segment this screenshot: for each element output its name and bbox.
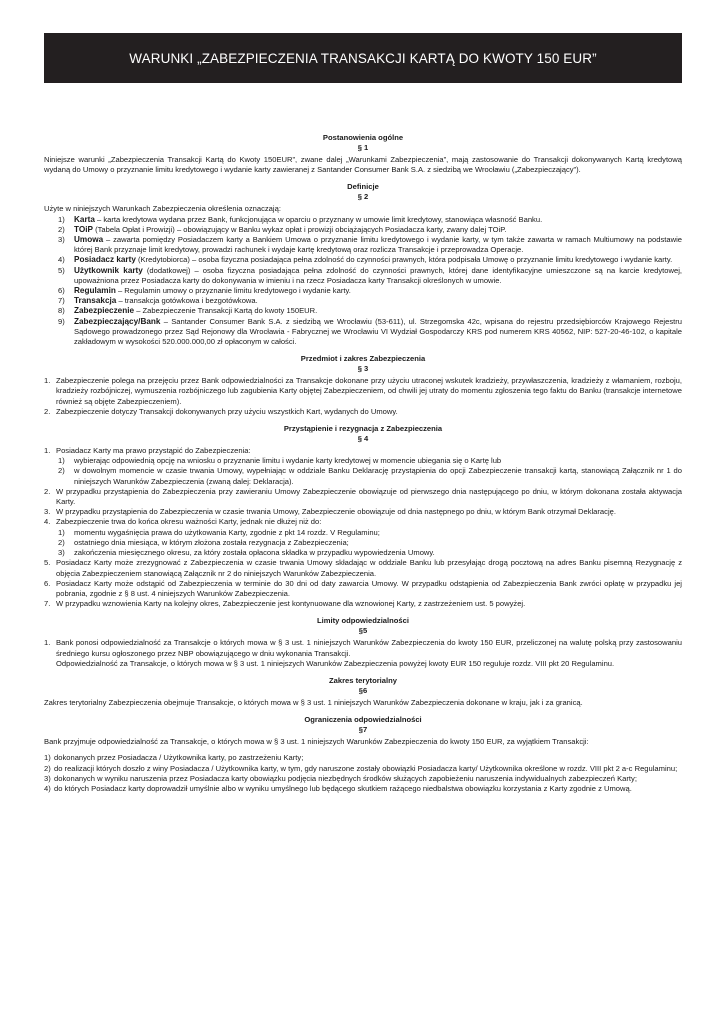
sub-list-item <box>44 456 682 466</box>
definition-text: (Tabela Opłat i Prowizji) – obowiązujący w Banku wykaz opłat i prowizji obciążających Posiadacza karty, zwany dalej TOiP. <box>92 224 507 234</box>
item-number: 6) <box>58 286 65 296</box>
definition-item <box>44 286 682 296</box>
list-item <box>44 407 682 417</box>
list-item <box>44 507 682 517</box>
section-heading: Zakres terytorialny <box>329 675 397 685</box>
definition-item <box>44 306 682 316</box>
item-text: Zabezpieczenie polega na przejęciu przez Bank odpowiedzialności za Transakcje dokonane przy użyciu utraconej wskutek kradzieży, przywłaszczenia, kradzieży z włamaniem, rozboju, kradzieży rozbójniczej, wymuszenia rozbójniczego lub zagubienia Karty objętej Zabezpieczeniem, od chwili jej utraty do momentu zgłoszenia tego faktu do Banku (transakcje internetowe również są objęte Zabezpieczeniem). <box>56 376 682 406</box>
item-number: 1) <box>58 527 65 537</box>
definition-item <box>44 235 682 255</box>
definition-term: Karta <box>74 214 95 224</box>
section-liability-restrictions <box>44 715 682 794</box>
item-text: ostatniego dnia miesiąca, w którym złożona została rezygnacja z Zabezpieczenia; <box>74 537 349 547</box>
item-text: dokonanych przez Posiadacza / Użytkownika karty, po zastrzeżeniu Karty; <box>54 753 304 763</box>
list-item <box>44 517 682 558</box>
item-number: 2. <box>44 486 51 496</box>
item-number: 2) <box>58 224 65 234</box>
item-number: 4) <box>44 783 51 793</box>
list-item <box>44 558 682 578</box>
section-intro: Bank przyjmuje odpowiedzialność za Transakcje, o których mowa w § 3 ust. 1 niniejszych Warunków Zabezpieczenia do kwoty 150 EUR, za wyjątkiem Transakcji: <box>44 737 589 747</box>
item-number: 7. <box>44 599 51 609</box>
definition-item <box>44 215 682 225</box>
section-heading: Przystąpienie i rezygnacja z Zabezpieczenia <box>283 424 443 434</box>
sub-list-item <box>44 528 682 538</box>
definition-text: – karta kredytowa wydana przez Bank, funkcjonująca w oparciu o przyznany w umowie limit kredytowy, stanowiąca własność Banku. <box>94 214 543 224</box>
section-definitions <box>44 182 682 347</box>
definition-text: – zawarta pomiędzy Posiadaczem karty a Bankiem Umowa o przyznanie limitu kredytowego i wydanie karty, w tym także zawarta w ramach Multiumowy na podstawie której Bank przyznaje limit kredytowy, prowadzi rachunek i wydaje kartę kredytową oraz rozlicza Transakcje i przeprowadza Operacje. <box>74 235 682 255</box>
definition-text: – Santander Consumer Bank S.A. z siedzibą we Wrocławiu (53-611), ul. Strzegomska 42c, wpisana do rejestru przedsiębiorców Krajowego Rejestru Sądowego prowadzonego przez Sąd Rejonowy dla Wrocławia - Fabrycznej we Wrocławiu VI Wydział Gospodarczy KRS pod numerem KRS 40562, NIP: 527-20-46-102, o kapitale zakładowym w wysokości 520.000.000,00 zł opłaconym w całości. <box>74 316 682 347</box>
item-text: do których Posiadacz karty doprowadził umyślnie albo w wyniku umyślnego lub będącego skutkiem rażącego niedbalstwa obowiązku korzystania z Karty zgodnie z Umową. <box>54 783 632 793</box>
limits-list <box>44 638 682 669</box>
item-text: dokonanych w wyniku naruszenia przez Posiadacza karty obowiązku podjęcia niezbędnych środków służących zapobieżeniu naruszenia indywidualnych zabezpieczeń Karty; <box>54 773 637 783</box>
item-number: 4. <box>44 517 51 527</box>
item-text: Zabezpieczenie trwa do końca okresu ważności Karty, jednak nie dłużej niż do: <box>56 517 322 527</box>
item-number: 3) <box>44 773 51 783</box>
definition-item <box>44 266 682 286</box>
paragraph-number: §5 <box>358 626 368 636</box>
item-number: 4) <box>58 255 65 265</box>
paragraph-number: § 4 <box>357 434 369 444</box>
list-item <box>44 579 682 599</box>
sub-list-item <box>44 548 682 558</box>
section-territorial-scope <box>44 676 682 708</box>
document-body <box>44 126 682 794</box>
item-number: 2) <box>58 537 65 547</box>
item-text: W przypadku wznowienia Karty na kolejny okres, Zabezpieczenie jest kontynuowane dla wznowionej Karty, z zastrzeżeniem ust. 5 powyżej. <box>56 599 526 609</box>
definition-item <box>44 255 682 265</box>
definition-term: Posiadacz karty <box>74 255 136 265</box>
sub-list <box>44 456 682 487</box>
section-heading: Przedmiot i zakres Zabezpieczenia <box>300 354 426 364</box>
item-text: W przypadku przystąpienia do Zabezpieczenia przy zawieraniu Umowy Zabezpieczenie obowiązuje od pierwszego dnia następującego po dniu, w którym dokonana została aktywacja Karty. <box>56 486 682 507</box>
item-text: do realizacji których doszło z winy Posiadacza / Użytkownika karty, w tym, gdy naruszone zostały obowiązki Posiadacza karty/ Użytkownika określone w rozdz. VIII pkt 2 a-c Regulaminu; <box>54 763 678 773</box>
definition-term: Zabezpieczający/Bank <box>74 316 161 326</box>
document-title-banner <box>44 33 682 83</box>
item-text: Posiadacz Karty może zrezygnować z Zabezpieczenia w czasie trwania Umowy składając w oddziale Banku lub przesyłając drogą pocztową na adres Banku pisemną Rezygnację z objęcia Zabezpieczeniem stanowiącą Załącznik nr 2 do niniejszych Warunków Zabezpieczenia. <box>56 558 682 578</box>
item-text: W przypadku przystąpienia do Zabezpieczenia w czasie trwania Umowy, Zabezpieczenie obowiązuje od dnia następnego po dniu, w którym Bank otrzymał Deklarację. <box>56 507 616 517</box>
item-text: Posiadacz Karty może odstąpić od Zabezpieczenia w terminie do 30 dni od daty zawarcia Umowy. W przypadku odstąpienia od Zabezpieczenia Bank zwróci opłatę w przypadku jej pobrania, zgodnie z § 8 ust. 4 niniejszych Warunków Zabezpieczenia. <box>56 578 682 598</box>
definition-item <box>44 225 682 235</box>
item-number: 3) <box>58 548 65 558</box>
section-joining-resignation <box>44 424 682 609</box>
item-number: 1) <box>58 214 65 224</box>
paragraph-number: §6 <box>358 685 368 695</box>
item-text: zakończenia miesięcznego okresu, za który została opłacona składka w przypadku wypowiedzenia Umowy. <box>74 548 435 558</box>
list-item <box>44 376 682 407</box>
section-liability-limits <box>44 616 682 669</box>
exclusions-list <box>44 753 682 794</box>
scope-list <box>44 376 682 417</box>
section-text: Zakres terytorialny Zabezpieczenia obejmuje Transakcje, o których mowa w § 3 ust. 1 niniejszych Warunków Zabezpieczenia dokonane w kraju, jak i za granicą. <box>44 697 583 707</box>
item-number: 2. <box>44 406 51 416</box>
sub-list <box>44 528 682 559</box>
definition-text: – Regulamin umowy o przyznanie limitu kredytowego i wydanie karty. <box>115 286 351 296</box>
item-text: momentu wygaśnięcia prawa do użytkowania Karty, zgodnie z pkt 14 rozdz. V Regulaminu; <box>74 527 380 537</box>
item-number: 3. <box>44 507 51 517</box>
list-item <box>44 487 682 507</box>
paragraph-number: § 2 <box>357 192 369 202</box>
item-number: 9) <box>58 316 65 326</box>
list-item <box>44 638 682 669</box>
definition-term: Regulamin <box>74 286 116 296</box>
paragraph-number: § 1 <box>357 143 369 152</box>
item-number: 1. <box>44 446 51 456</box>
paragraph-number: §7 <box>358 725 368 735</box>
item-number: 1. <box>44 376 51 386</box>
document-title: WARUNKI „ZABEZPIECZENIA TRANSAKCJI KARTĄ DO KWOTY 150 EUR” <box>129 50 597 66</box>
item-number: 1. <box>44 638 51 648</box>
definition-term: Umowa <box>74 235 104 245</box>
item-text: wybierając odpowiednią opcję na wniosku o przyznanie limitu i wydanie karty kredytowej w momencie ubiegania się o Kartę lub <box>74 456 502 466</box>
definition-text: – Zabezpieczenie Transakcji Kartą do kwoty 150EUR. <box>134 306 318 316</box>
section-scope <box>44 354 682 417</box>
sub-list-item <box>44 538 682 548</box>
item-number: 5. <box>44 558 51 568</box>
definition-item <box>44 317 682 348</box>
definition-term: Użytkownik karty <box>74 265 143 275</box>
definition-term: Transakcja <box>74 296 117 306</box>
item-text: w dowolnym momencie w czasie trwania Umowy, wypełniając w oddziale Banku Deklarację przystąpienia do opcji Zabezpieczenie transakcji kartą, stanowiącą Załącznik nr 1 do niniejszych Warunków Zabezpieczenia (zwaną dalej: Deklaracja). <box>74 466 682 486</box>
item-text: Bank ponosi odpowiedzialność za Transakcje o których mowa w § 3 ust. 1 niniejszych Warunków Zabezpieczenia do kwoty 150 EUR, przeliczonej na walutę polską przy zastosowaniu średniego kursu ogłoszonego przez NBP obowiązującego w dniu wykonania Transakcji. <box>56 638 682 658</box>
section-heading: Limity odpowiedzialności <box>317 616 409 626</box>
list-item <box>44 774 682 784</box>
item-number: 6. <box>44 578 51 588</box>
item-number: 1) <box>44 753 51 763</box>
section-general-provisions <box>44 133 682 175</box>
definition-text: (dodatkowej) – osoba fizyczna posiadająca pełna zdolność do czynności prawnych, której dane identyfikacyjne umieszczone są na karcie kredytowej, upoważniona przez Posiadacza karty do dokonywania w imieniu i na rzecz Posiadacza karty Transakcji określonych w umowie. <box>74 265 682 285</box>
item-text-continued: Odpowiedzialność za Transakcje, o których mowa w § 3 ust. 1 niniejszych Warunków Zabezpieczenia powyżej kwoty EUR 150 reguluje rozdz. VIII pkt 20 Regulaminu. <box>56 658 615 668</box>
item-text: Zabezpieczenie dotyczy Transakcji dokonywanych przy użyciu wszystkich Kart, wydanych do Umowy. <box>56 406 398 416</box>
list-item <box>44 753 682 763</box>
definitions-list <box>44 215 682 348</box>
list-item <box>44 446 682 487</box>
definition-text: (Kredytobiorca) – osoba fizyczna posiadająca pełna zdolność do czynności prawnych, która podpisała Umowę o przyznanie limitu kredytowego i wydanie karty. <box>135 255 673 265</box>
list-item <box>44 599 682 609</box>
item-number: 5) <box>58 265 65 275</box>
section-heading: Definicje <box>347 182 379 192</box>
section-intro: Użyte w niniejszych Warunkach Zabezpieczenia określenia oznaczają: <box>44 204 281 214</box>
paragraph-number: § 3 <box>357 364 369 374</box>
item-number: 3) <box>58 235 65 245</box>
section-heading: Postanowienia ogólne <box>322 133 404 142</box>
list-item <box>44 764 682 774</box>
joining-list <box>44 446 682 609</box>
definition-term: TOiP <box>74 224 93 234</box>
item-number: 2) <box>58 466 65 476</box>
item-number: 2) <box>44 763 51 773</box>
list-item <box>44 784 682 794</box>
item-number: 1) <box>58 456 65 466</box>
definition-term: Zabezpieczenie <box>74 306 135 316</box>
sub-list-item <box>44 466 682 486</box>
definition-text: – transakcja gotówkowa i bezgotówkowa. <box>116 296 258 306</box>
section-heading: Ograniczenia odpowiedzialności <box>304 715 422 725</box>
item-number: 7) <box>58 296 65 306</box>
item-text: Posiadacz Karty ma prawo przystąpić do Zabezpieczenia: <box>56 446 251 456</box>
section-text: Niniejsze warunki „Zabezpieczenia Transakcji Kartą do Kwoty 150EUR”, zwane dalej „Warunkami Zabezpieczenia”, mają zastosowanie do Transakcji dokonywanych Kartą kredytową wydaną do Umowy o przyznanie limitu kredytowego i wydanie karty zawieranej z Santander Consumer Bank S.A. z siedzibą we Wrocławiu („Zabezpieczający”). <box>44 155 682 175</box>
item-number: 8) <box>58 306 65 316</box>
definition-item <box>44 296 682 306</box>
